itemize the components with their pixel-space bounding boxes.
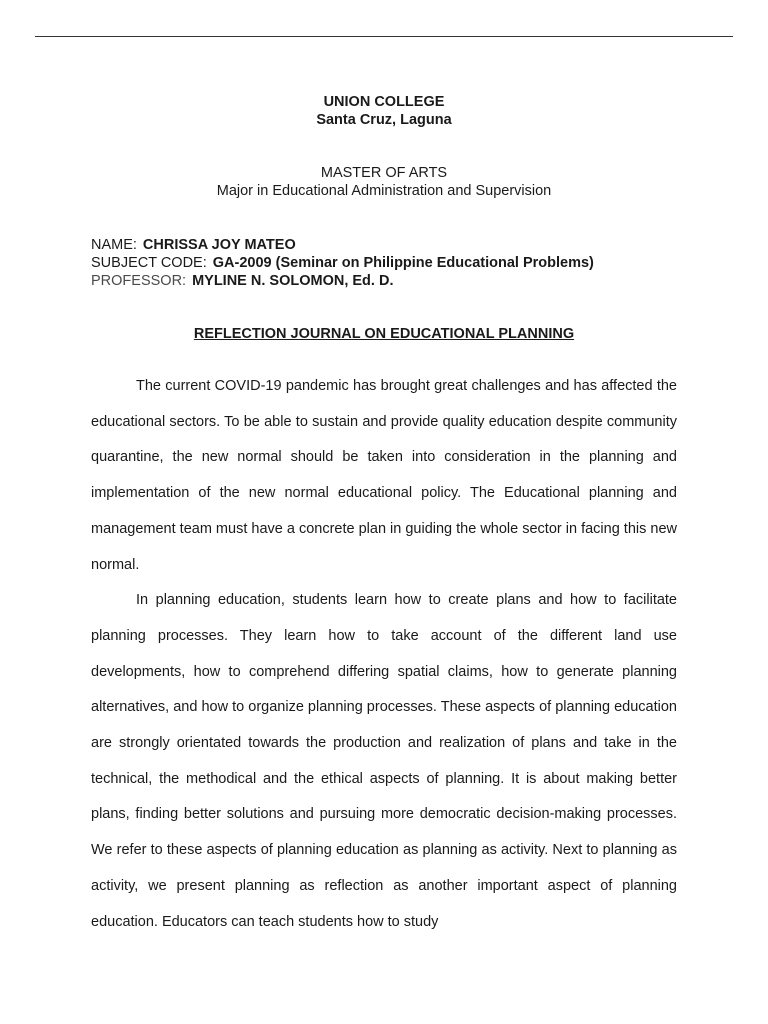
- subject-value: GA-2009 (Seminar on Philippine Educational Problems): [212, 255, 594, 271]
- subject-row: [91, 254, 677, 272]
- degree-title: MASTER OF ARTS: [320, 165, 448, 181]
- institution-location: Santa Cruz, Laguna: [316, 112, 452, 128]
- professor-label: PROFESSOR:: [91, 273, 187, 289]
- document-page: [91, 93, 677, 940]
- name-value: CHRISSA JOY MATEO: [142, 237, 296, 253]
- paragraph-1: The current COVID-19 pandemic has brought great challenges and has affected the educational sectors. To be able to sustain and provide quality education despite community quarantine, the new normal should be taken into consideration in the planning and implementation of the new normal educational policy. The Educational planning and management team must have a concrete plan in guiding the whole sector in facing this new normal.: [91, 378, 677, 573]
- paragraph-2: In planning education, students learn how to create plans and how to facilitate planning processes. They learn how to take account of the different land use developments, how to comprehend differing spatial claims, how to generate planning alternatives, and how to organize planning processes. These aspects of planning education are strongly orientated towards the production and realization of plans and take in the technical, the methodical and the ethical aspects of planning. It is about making better plans, finding better solutions and pursuing more democratic decision-making processes. We refer to these aspects of planning education as planning as activity. Next to planning as activity, we present planning as reflection as another important aspect of planning education. Educators can teach students how to study: [91, 592, 677, 930]
- name-label: NAME:: [91, 237, 137, 253]
- student-info-block: [91, 236, 677, 290]
- degree-major: Major in Educational Administration and Supervision: [216, 183, 552, 199]
- name-row: [91, 236, 677, 254]
- professor-row: [91, 272, 677, 290]
- document-title: REFLECTION JOURNAL ON EDUCATIONAL PLANNING: [193, 326, 575, 342]
- subject-label: SUBJECT CODE:: [91, 255, 207, 271]
- professor-value: MYLINE N. SOLOMON, Ed. D.: [192, 273, 394, 289]
- institution-block: [91, 93, 677, 129]
- header-rule: [35, 36, 733, 37]
- degree-block: [91, 164, 677, 200]
- institution-name: UNION COLLEGE: [323, 94, 445, 110]
- body-text: [91, 369, 677, 940]
